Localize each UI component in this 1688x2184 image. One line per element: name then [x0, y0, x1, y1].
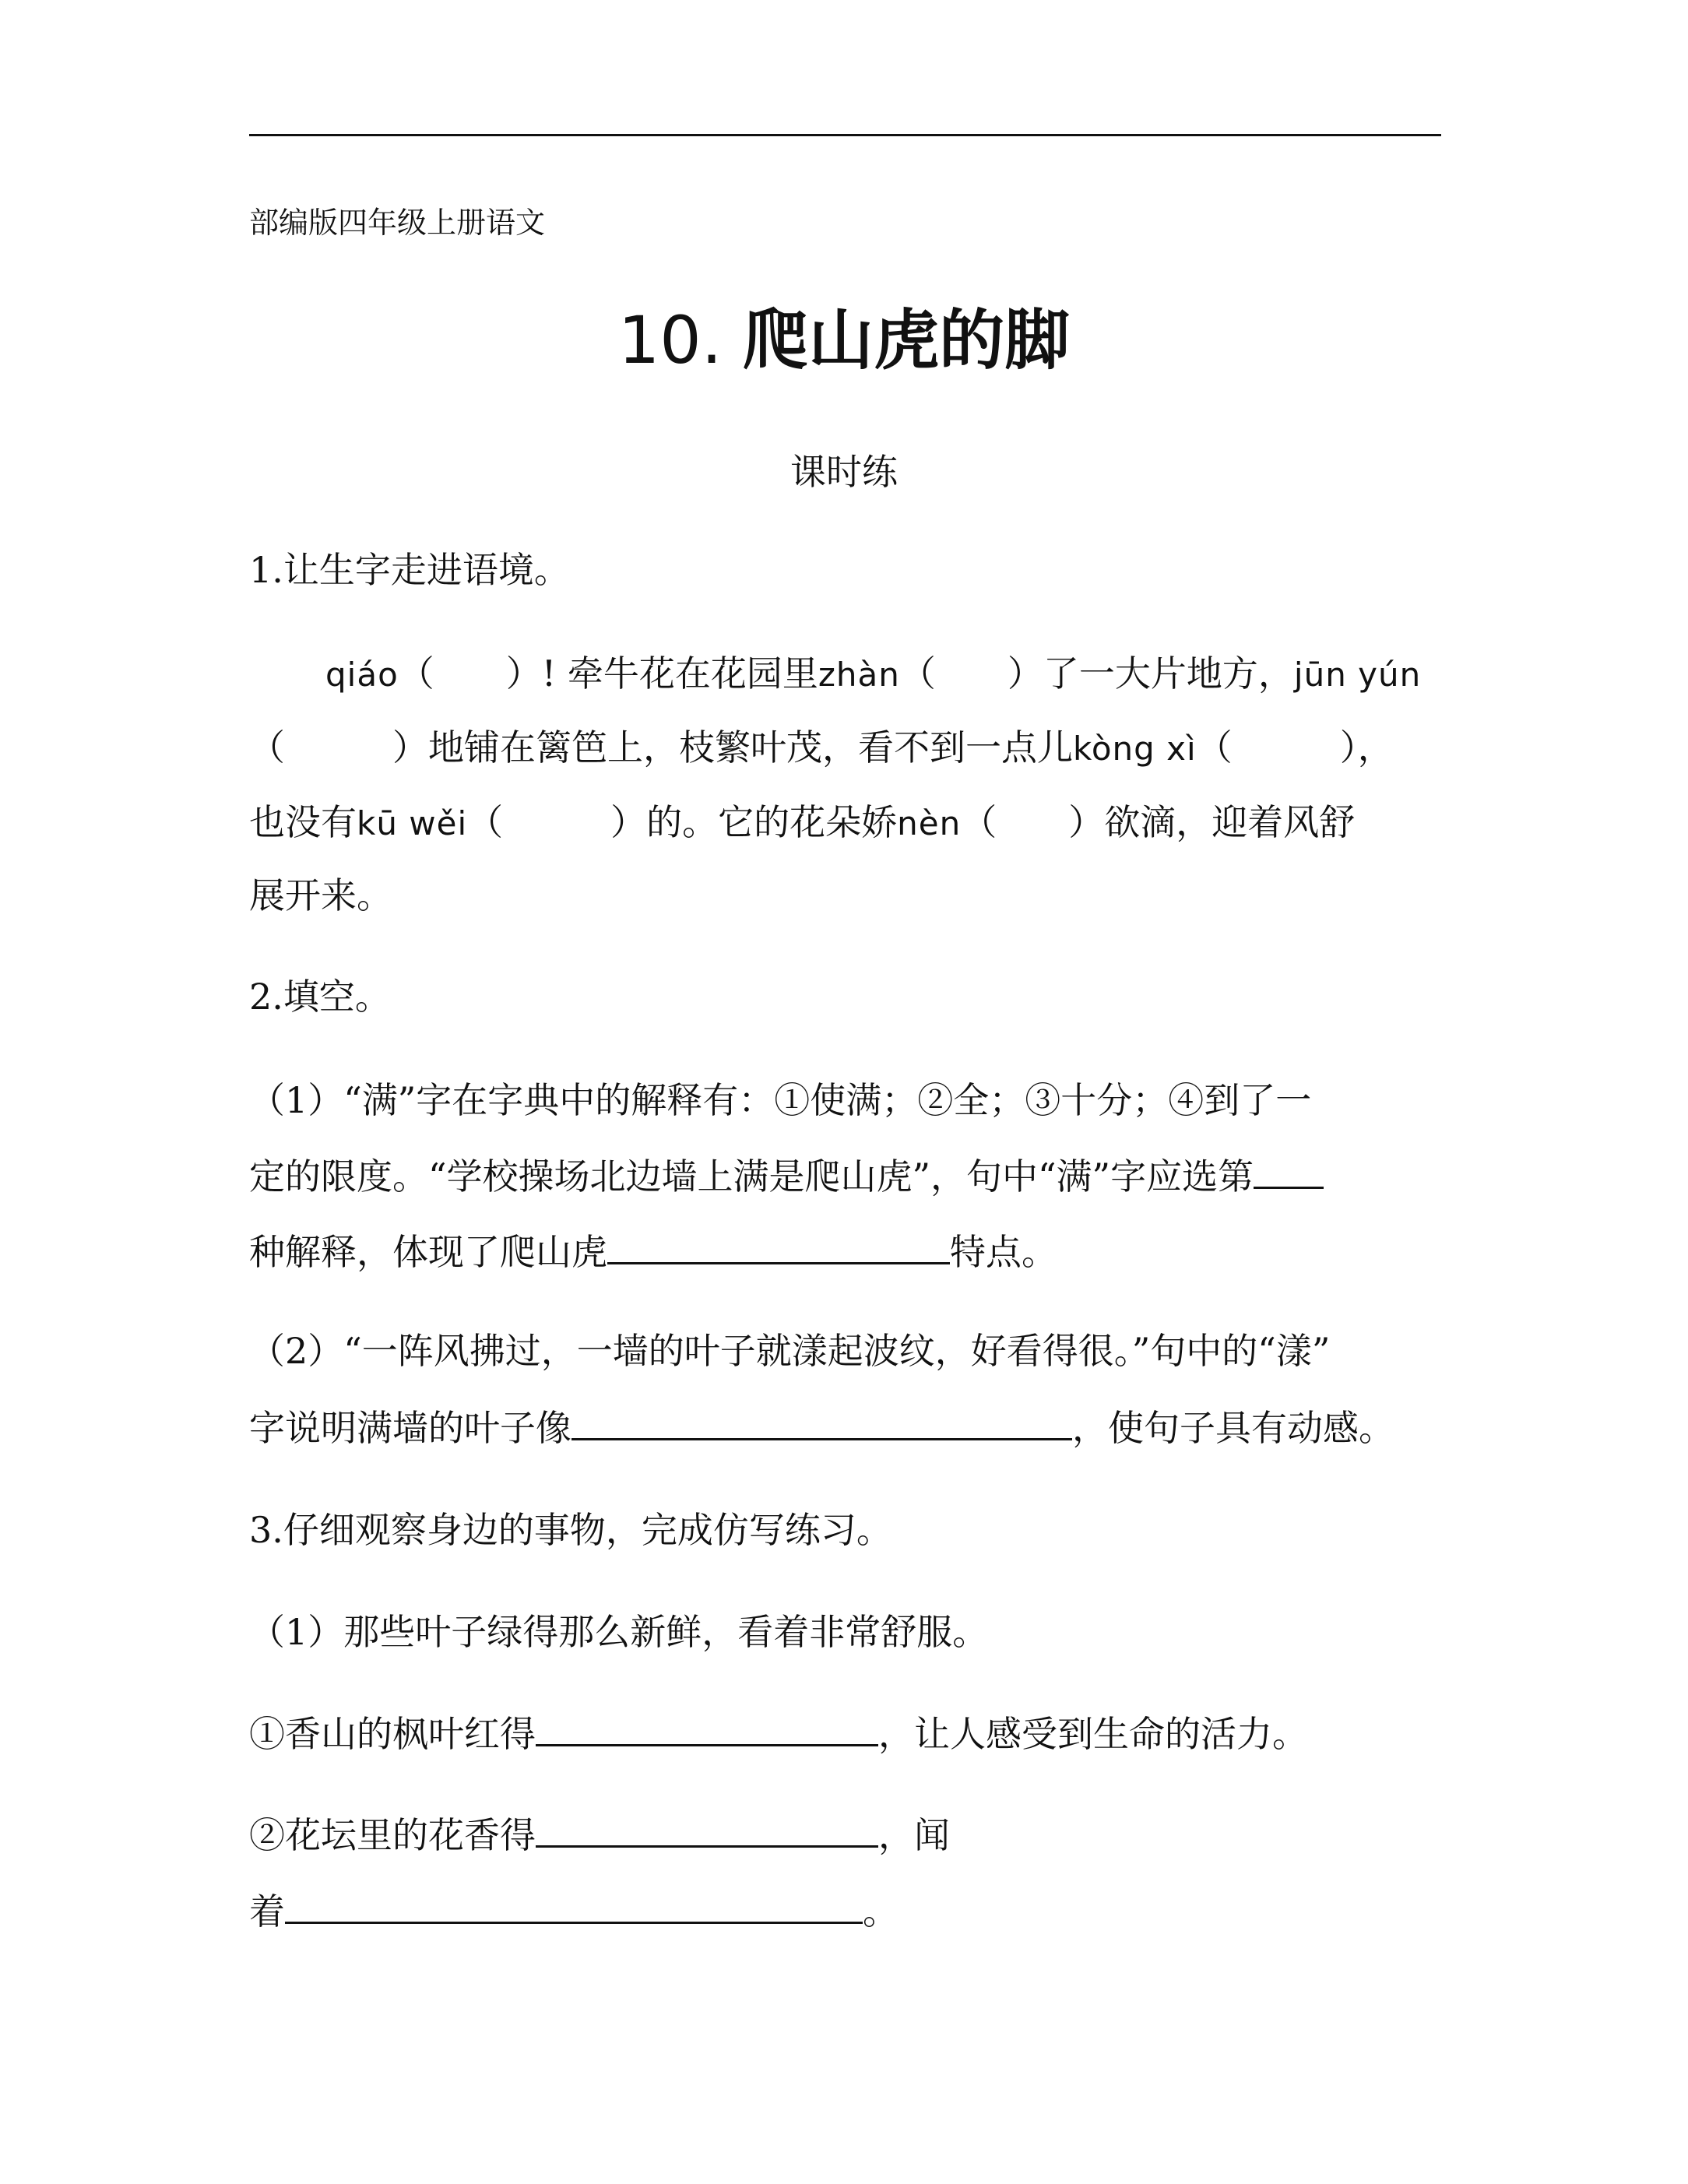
text: 着 — [249, 1890, 285, 1933]
q2-s1-line-1: （1）“满”字在字典中的解释有：①使满；②全；③十分；④到了一 — [249, 1079, 1312, 1121]
q2-s2-line-2 — [249, 1404, 1394, 1451]
text: 特点。 — [950, 1231, 1057, 1273]
text: （ ）， — [1196, 726, 1394, 768]
answer-blank[interactable] — [536, 1710, 878, 1746]
q3-item-1 — [249, 1710, 1308, 1757]
q3-example: （1）那些叶子绿得那么新鲜，看着非常舒服。 — [249, 1611, 989, 1653]
q1-heading: 1.让生字走进语境。 — [249, 549, 570, 591]
q2-s2-line-1: （2）“一阵风拂过，一墙的叶子就漾起波纹，好看得很。”句中的“漾” — [249, 1330, 1331, 1372]
pinyin: qiáo — [325, 656, 399, 694]
lesson-number: 10. — [617, 302, 723, 378]
answer-blank[interactable] — [607, 1228, 950, 1264]
text: ②花坛里的花香得 — [249, 1814, 536, 1856]
header-rule — [249, 134, 1441, 136]
q3-item-2 — [249, 1811, 950, 1859]
answer-blank[interactable] — [285, 1887, 863, 1924]
q3-heading: 3.仔细观察身边的事物，完成仿写练习。 — [249, 1509, 892, 1551]
answer-blank[interactable] — [1254, 1152, 1324, 1189]
q2-s1-line-2 — [249, 1152, 1324, 1200]
q2-heading: 2.填空。 — [249, 976, 391, 1018]
text: （ ）欲滴，迎着风舒 — [961, 801, 1356, 843]
q1-line-4: 展开来。 — [249, 874, 392, 916]
pinyin: kū wěi — [357, 804, 468, 842]
text: （ ）! 牵牛花在花园里 — [398, 652, 818, 695]
text: 种解释，体现了爬山虎 — [249, 1231, 607, 1273]
subtitle: 课时练 — [790, 451, 898, 493]
q2-s1-line-3 — [249, 1228, 1057, 1275]
lesson-title: 爬山虎的脚 — [743, 302, 1071, 378]
q1-line-3 — [249, 799, 1355, 847]
text: ，使句子具有动感。 — [1072, 1407, 1394, 1449]
answer-blank[interactable] — [571, 1404, 1072, 1440]
q3-item-2-cont — [249, 1887, 899, 1935]
text: 。 — [863, 1890, 899, 1933]
pinyin: nèn — [897, 804, 962, 842]
text: （ ）的。它的花朵娇 — [467, 801, 898, 843]
text: ，让人感受到生命的活力。 — [878, 1713, 1308, 1755]
text: （ ）地铺在篱笆上，枝繁叶茂，看不到一点儿 — [249, 726, 1073, 768]
text: 定的限度。“学校操场北边墙上满是爬山虎”，句中“满”字应选第 — [249, 1155, 1254, 1198]
pinyin: kòng xì — [1073, 730, 1197, 768]
text: （ ）了一大片地方， — [899, 652, 1294, 695]
text: 也没有 — [249, 801, 357, 843]
text: ，闻 — [878, 1814, 950, 1856]
page-title — [0, 288, 1688, 382]
text: 字说明满墙的叶子像 — [249, 1407, 571, 1449]
series-label: 部编版四年级上册语文 — [249, 206, 546, 240]
answer-blank[interactable] — [536, 1811, 878, 1848]
q1-line-1 — [325, 650, 1421, 698]
pinyin: jūn yún — [1293, 656, 1422, 694]
pinyin: zhàn — [818, 656, 900, 694]
q1-line-2 — [249, 724, 1394, 772]
text: ①香山的枫叶红得 — [249, 1713, 536, 1755]
